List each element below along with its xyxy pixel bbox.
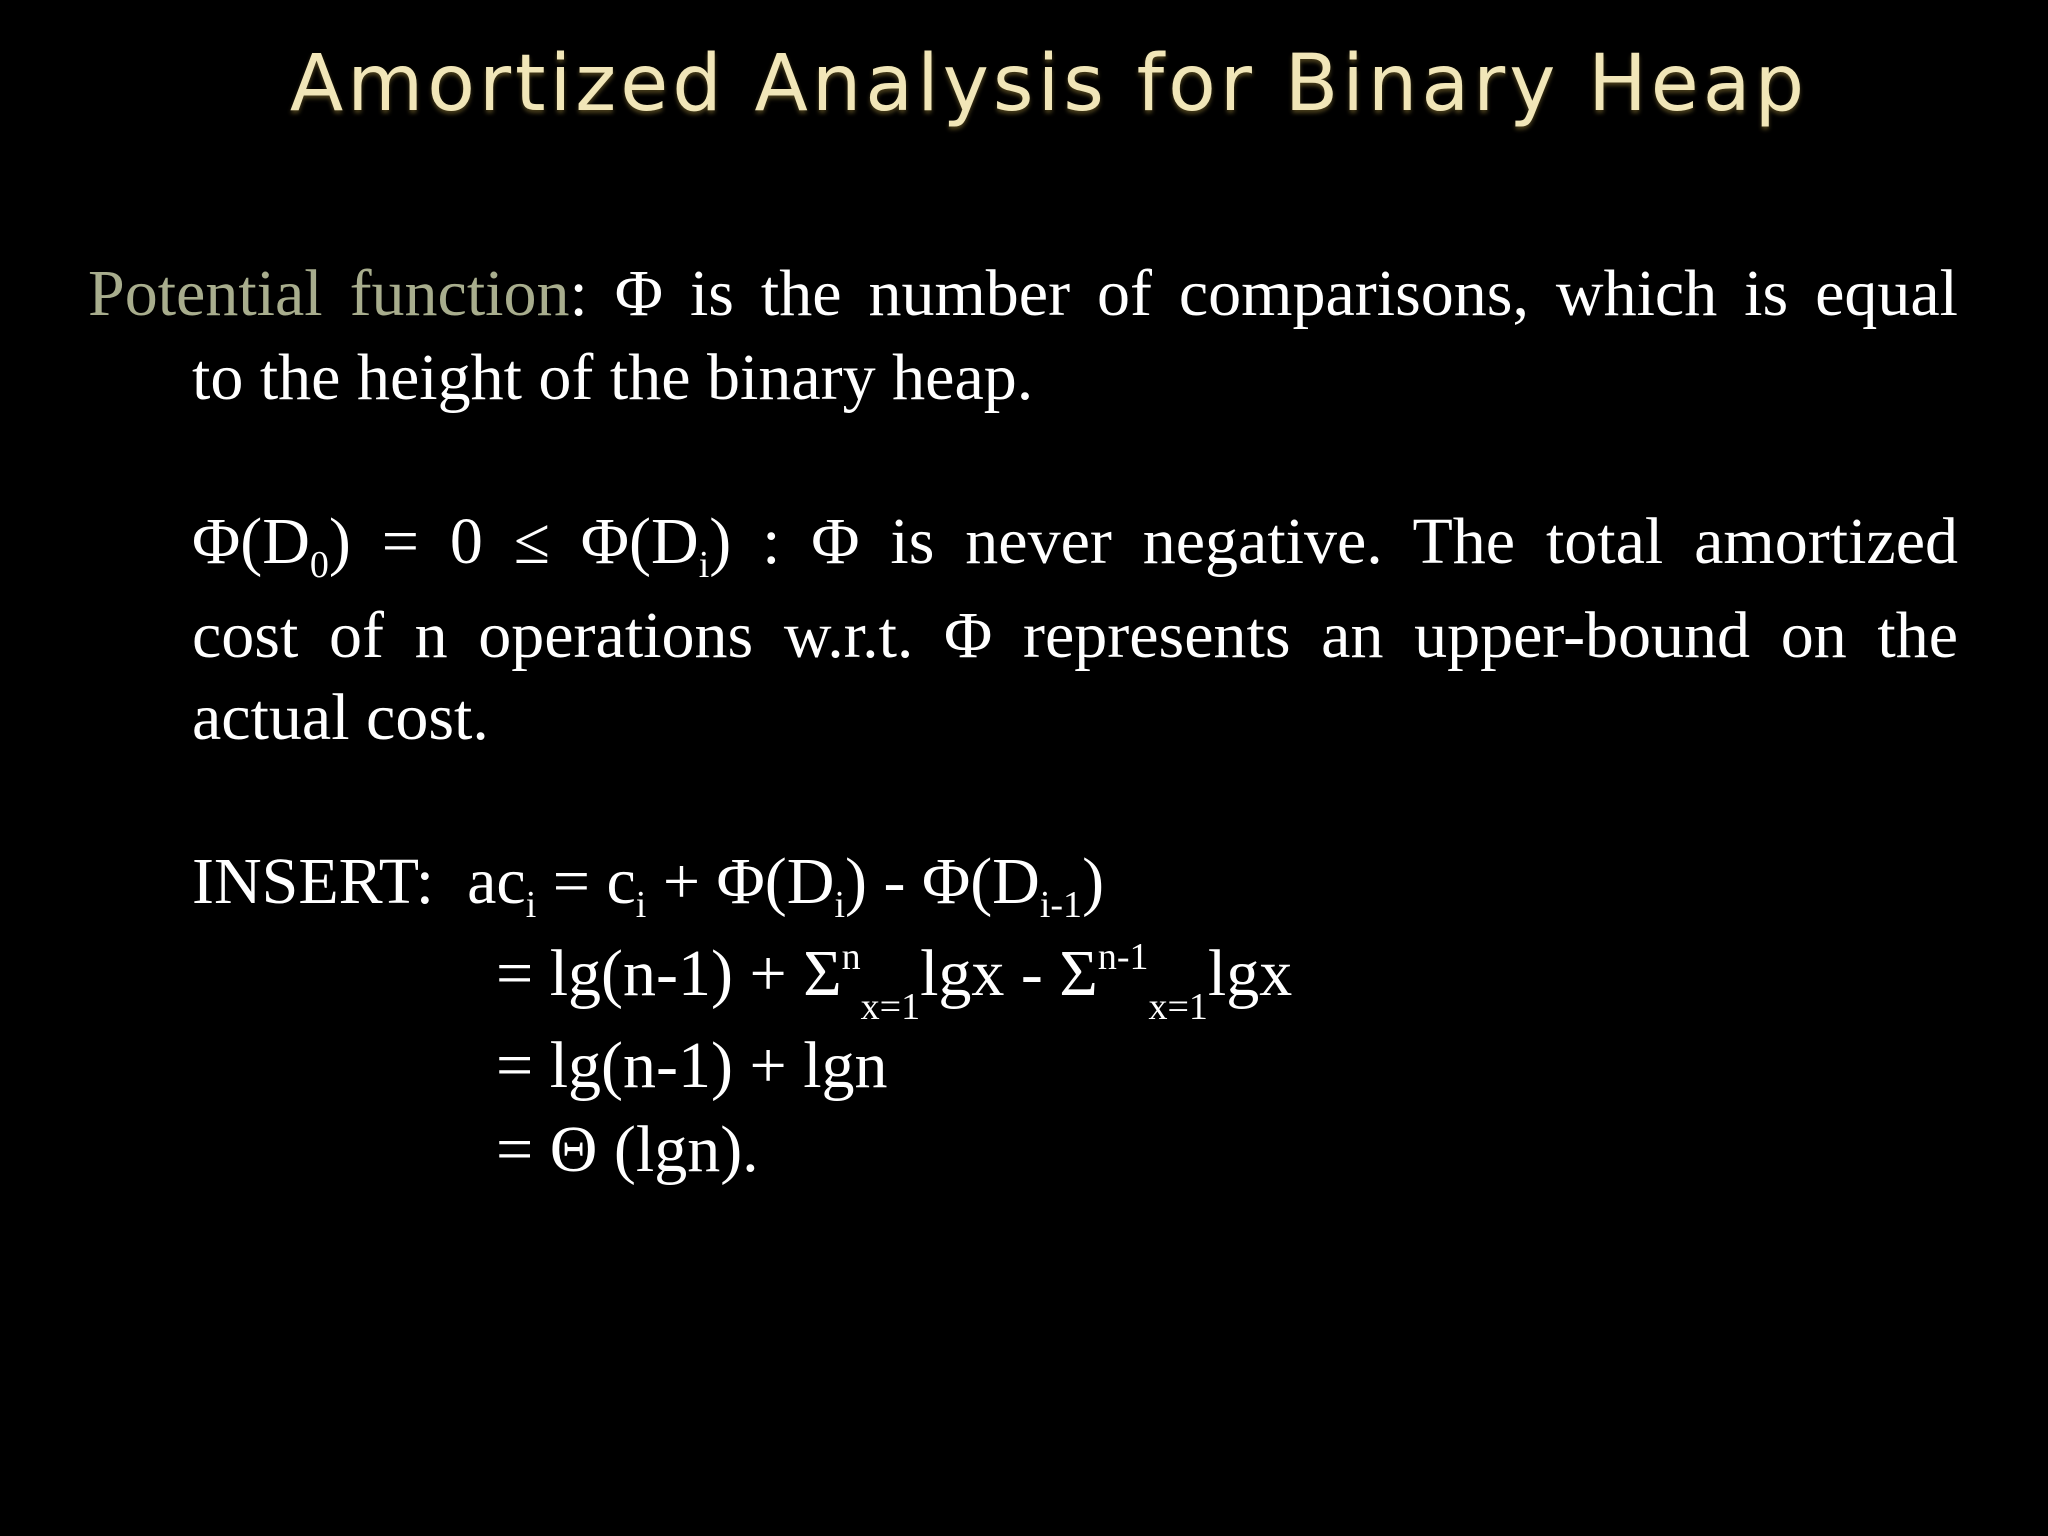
subscript-x-eq-1: x=1 xyxy=(1148,986,1208,1028)
superscript-n: n xyxy=(841,936,861,978)
insert-ac: ac xyxy=(467,845,526,918)
subscript-zero: 0 xyxy=(309,544,329,586)
insert-plus-phi: + Φ(D xyxy=(646,845,835,918)
bound-leq-phi-di: ) = 0 ≤ Φ(D xyxy=(328,505,699,578)
subscript-i-minus-1: i-1 xyxy=(1039,884,1083,926)
insert-line-3: = lg(n-1) + lgn xyxy=(496,1029,888,1102)
insert-close-paren: ) xyxy=(1082,845,1105,918)
slide-title: Amortized Analysis for Binary Heap xyxy=(289,39,1809,129)
insert-line-4: = Θ (lgn). xyxy=(496,1113,759,1186)
superscript-n-minus-1: n-1 xyxy=(1097,936,1149,978)
potential-label: Potential function xyxy=(88,257,570,330)
bound-line-3: actual cost. xyxy=(192,681,489,754)
bound-line-2: cost of n operations w.r.t. Φ represents an upper-bound on the xyxy=(192,599,1958,672)
bound-statement: ) : Φ is never negative. The total amortized xyxy=(709,505,1959,578)
insert-step2-part-a: = lg(n-1) + Σ xyxy=(496,937,842,1010)
subscript-i: i xyxy=(834,884,845,926)
insert-step2-part-c: lgx xyxy=(1207,937,1293,1010)
potential-line-1 xyxy=(88,254,1958,334)
subscript-i: i xyxy=(635,884,647,926)
insert-eq-c: = c xyxy=(536,845,636,918)
subscript-x-eq-1: x=1 xyxy=(860,986,921,1028)
insert-label: INSERT: xyxy=(192,845,435,918)
subscript-i: i xyxy=(525,884,537,926)
subscript-i: i xyxy=(698,544,710,586)
insert-step2-part-b: lgx - Σ xyxy=(920,937,1098,1010)
insert-line-1 xyxy=(192,842,1105,926)
insert-line-2 xyxy=(496,934,1293,1028)
bound-phi-d0: Φ(D xyxy=(192,505,310,578)
potential-definition: : Φ is the number of comparisons, which is equal xyxy=(569,257,1958,330)
potential-line-2: to the height of the binary heap. xyxy=(192,341,1034,414)
insert-minus-phi: ) - Φ(D xyxy=(845,845,1040,918)
bound-line-1 xyxy=(192,502,1959,586)
